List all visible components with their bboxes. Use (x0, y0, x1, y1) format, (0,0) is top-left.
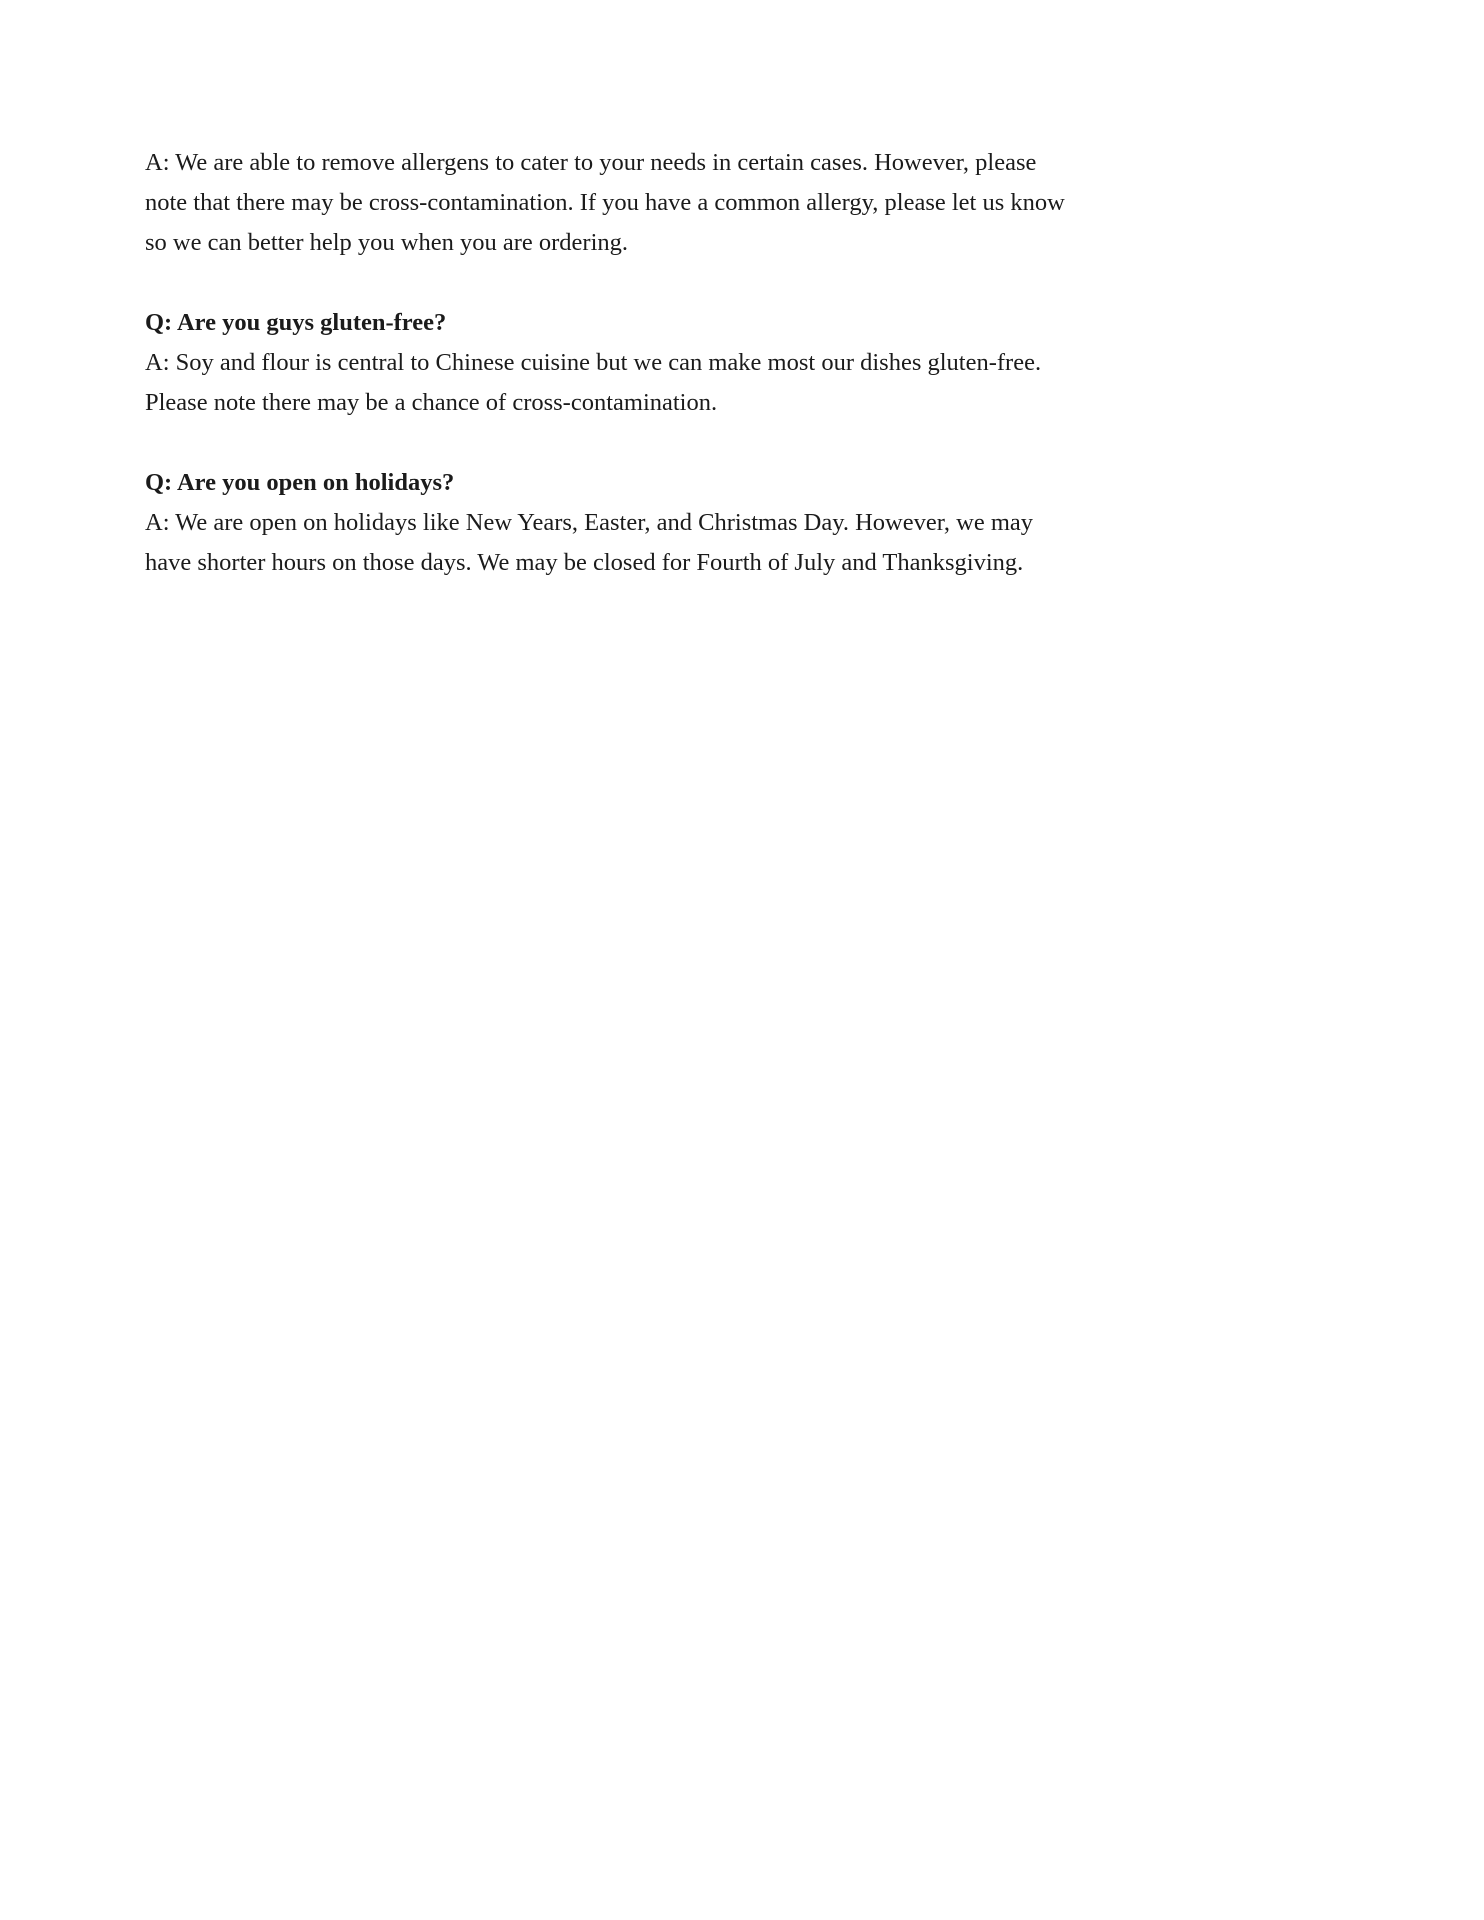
faq-item-holidays (145, 463, 1070, 583)
allergen-answer-paragraph: A: We are able to remove allergens to cater to your needs in certain cases. However, please note that there may be cross-contamination. If you have a common allergy, please let us know so we can better help you when you are ordering. (145, 149, 1065, 256)
faq-answer: A: Soy and flour is central to Chinese cuisine but we can make most our dishes gluten-free. Please note there may be a chance of cross-contamination. (145, 349, 1042, 416)
faq-question: Q: Are you guys gluten-free? (145, 309, 447, 336)
faq-question: Q: Are you open on holidays? (145, 469, 455, 496)
faq-content (145, 143, 1070, 623)
faq-item-gluten-free (145, 303, 1070, 423)
faq-answer: A: We are open on holidays like New Years, Easter, and Christmas Day. However, we may have shorter hours on those days. We may be closed for Fourth of July and Thanksgiving. (145, 509, 1034, 576)
